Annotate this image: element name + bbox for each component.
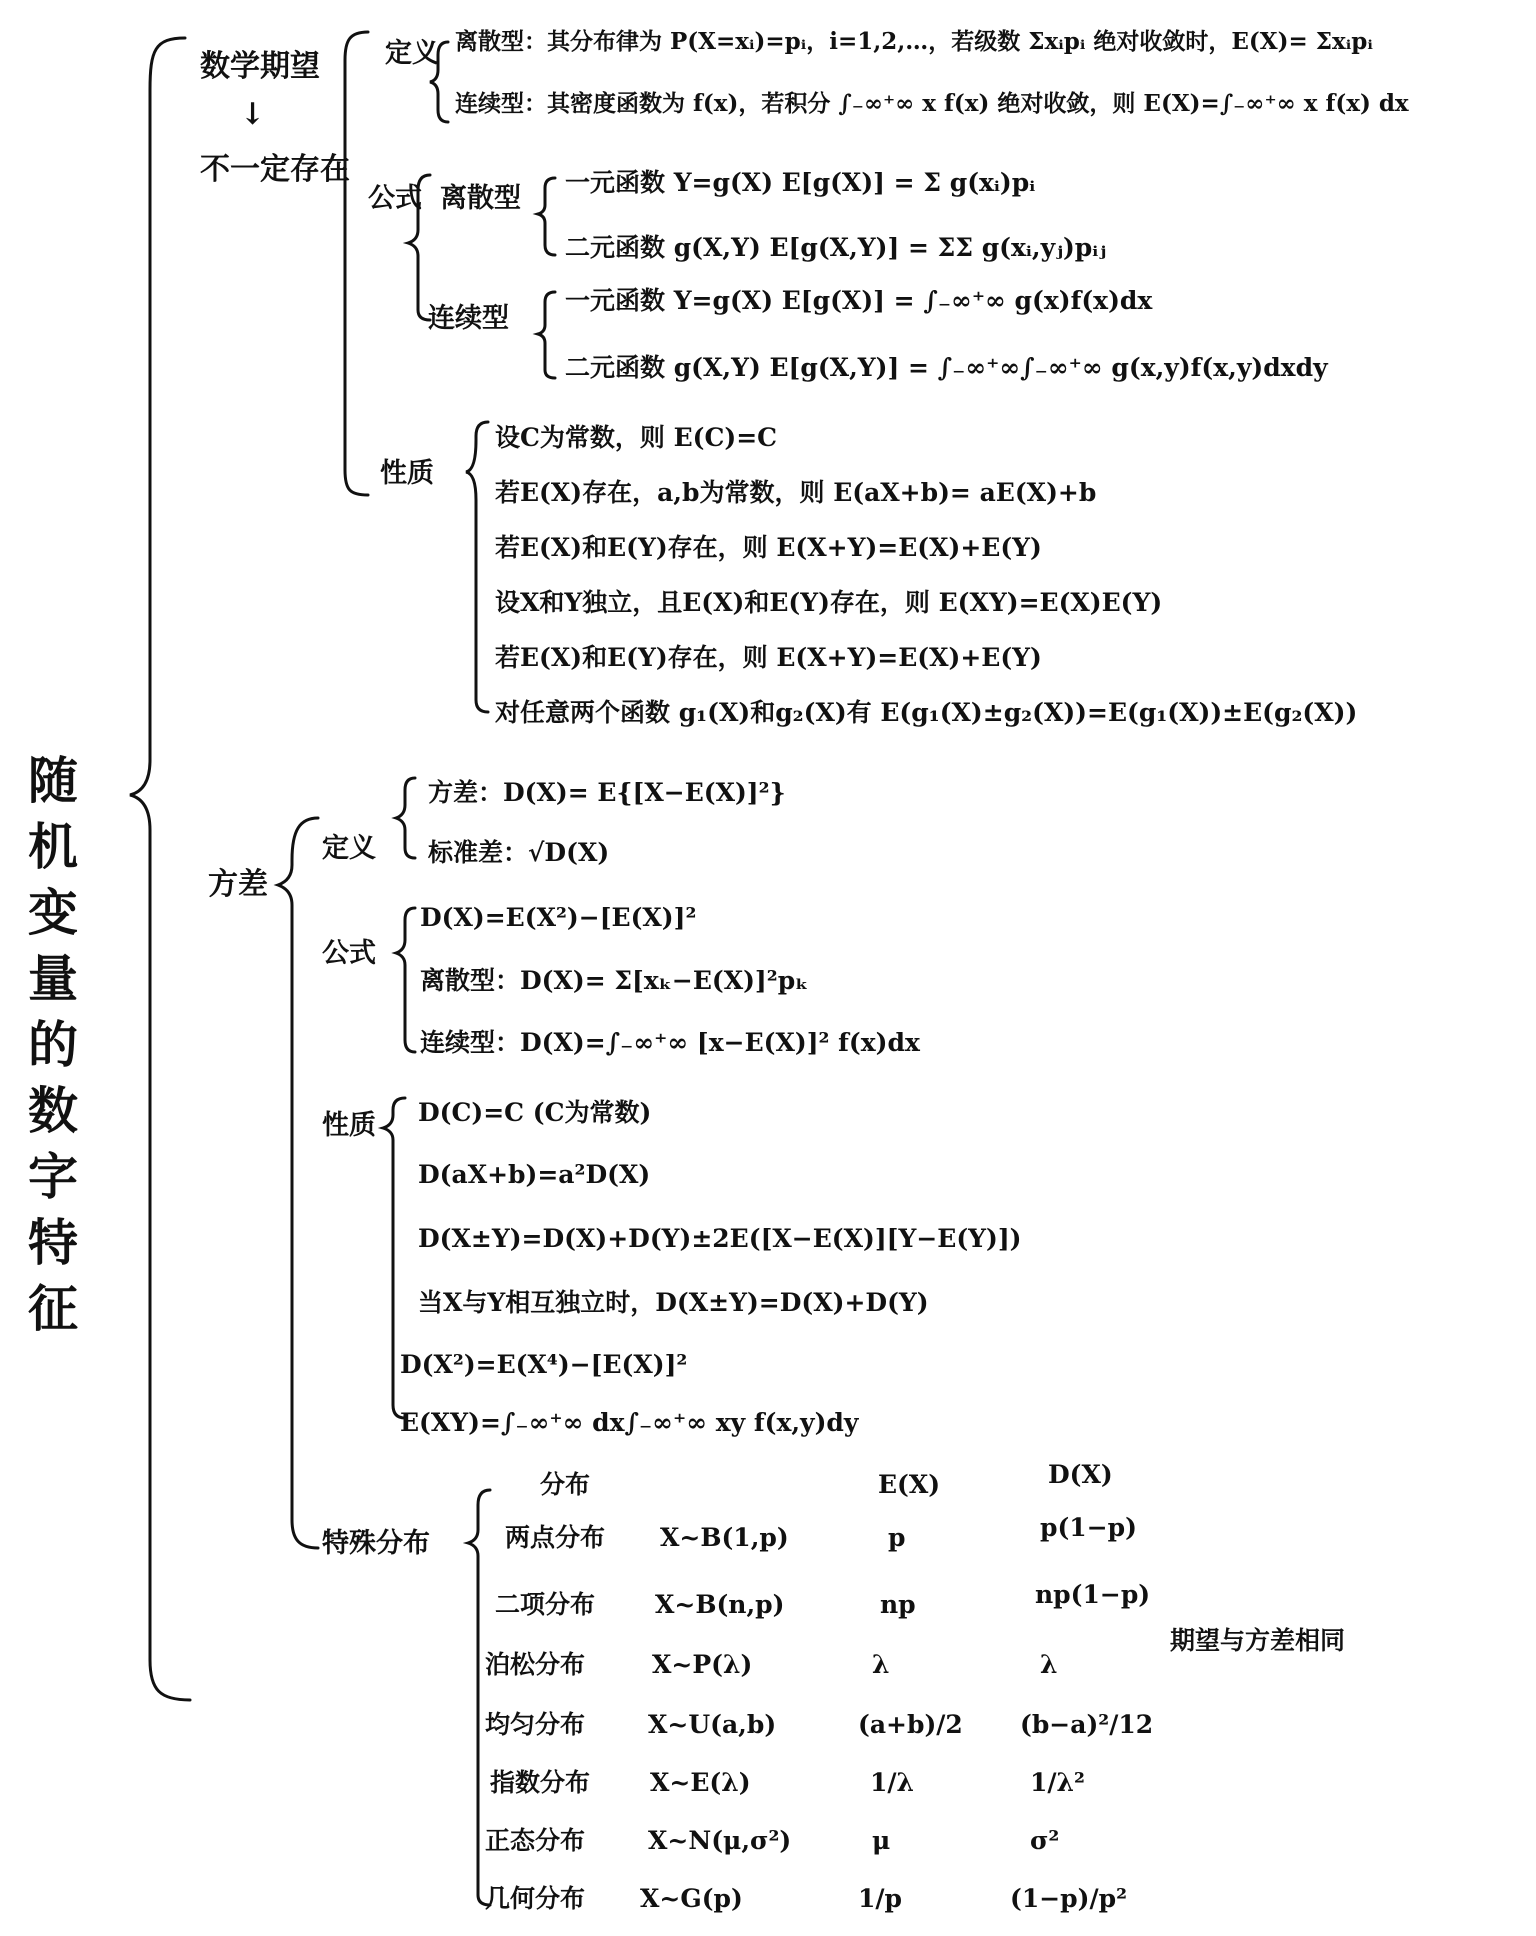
distribution-notation: X~G(p) (640, 1884, 743, 1913)
expectation-property-2: 若E(X)存在，a,b为常数，则 E(aX+b)= aE(X)+b (495, 478, 1097, 507)
distribution-name: 两点分布 (505, 1523, 606, 1552)
distribution-ex: 1/p (858, 1884, 903, 1913)
expectation-formula-continuous-one: 一元函数 Y=g(X) E[g(X)] = ∫₋∞⁺∞ g(x)f(x)dx (565, 286, 1153, 315)
distribution-name: 指数分布 (490, 1768, 591, 1797)
distribution-dx: λ (1040, 1650, 1058, 1679)
variance-formula-label: 公式 (322, 938, 376, 969)
variance-definition-label: 定义 (322, 833, 376, 864)
distribution-name: 均匀分布 (485, 1710, 586, 1739)
variance-definition-variance: 方差：D(X)= E{[X−E(X)]²} (428, 778, 786, 807)
special-distribution-label: 特殊分布 (322, 1528, 430, 1559)
variance-formula-continuous: 连续型：D(X)=∫₋∞⁺∞ [x−E(X)]² f(x)dx (420, 1028, 920, 1057)
distribution-notation: X~B(1,p) (660, 1523, 789, 1552)
variance-property-1: D(C)=C (C为常数) (418, 1098, 652, 1127)
expectation-property-3: 若E(X)和E(Y)存在，则 E(X+Y)=E(X)+E(Y) (495, 533, 1042, 562)
variance-property-3: D(X±Y)=D(X)+D(Y)±2E([X−E(X)][Y−E(Y)]) (418, 1224, 1022, 1253)
distribution-ex: (a+b)/2 (858, 1710, 963, 1739)
distribution-dx: 1/λ² (1030, 1768, 1086, 1797)
distribution-ex: p (888, 1523, 906, 1552)
expectation-definition-continuous: 连续型：其密度函数为 f(x)，若积分 ∫₋∞⁺∞ x f(x) 绝对收敛，则 E(X)=∫₋∞⁺∞ x f(x) dx (455, 90, 1409, 117)
special-header-ex: E(X) (878, 1470, 941, 1499)
special-header-distribution: 分布 (540, 1470, 591, 1499)
expectation-title: 数学期望 (200, 49, 320, 84)
expectation-formula-label: 公式 (368, 183, 422, 214)
expectation-arrow: ↓ (240, 97, 266, 132)
distribution-notation: X~N(μ,σ²) (648, 1826, 792, 1855)
distribution-dx: (1−p)/p² (1010, 1884, 1128, 1913)
variance-property-6: E(XY)=∫₋∞⁺∞ dx∫₋∞⁺∞ xy f(x,y)dy (400, 1408, 859, 1437)
special-header-dx: D(X) (1048, 1460, 1113, 1489)
expectation-formula-discrete-two: 二元函数 g(X,Y) E[g(X,Y)] = ΣΣ g(xᵢ,yⱼ)pᵢⱼ (565, 233, 1107, 262)
distribution-notation: X~P(λ) (652, 1650, 753, 1679)
expectation-properties-label: 性质 (380, 458, 434, 489)
expectation-property-6: 对任意两个函数 g₁(X)和g₂(X)有 E(g₁(X)±g₂(X))=E(g₁(X))±E(g₂(X)) (495, 698, 1358, 727)
root-title: 随机变量的数字特征 (28, 751, 78, 1338)
expectation-formula-discrete-one: 一元函数 Y=g(X) E[g(X)] = Σ g(xᵢ)pᵢ (565, 168, 1036, 197)
expectation-property-5: 若E(X)和E(Y)存在，则 E(X+Y)=E(X)+E(Y) (495, 643, 1042, 672)
expectation-definition-discrete: 离散型：其分布律为 P(X=xᵢ)=pᵢ，i=1,2,…，若级数 Σxᵢpᵢ 绝对收敛时，E(X)= Σxᵢpᵢ (455, 28, 1373, 55)
distribution-name: 几何分布 (485, 1884, 586, 1913)
expectation-property-1: 设C为常数，则 E(C)=C (495, 423, 778, 452)
distribution-dx: p(1−p) (1040, 1513, 1137, 1542)
distribution-dx: (b−a)²/12 (1020, 1710, 1154, 1739)
distribution-ex: 1/λ (870, 1768, 915, 1797)
distribution-dx: np(1−p) (1035, 1580, 1151, 1609)
expectation-formula-discrete-label: 离散型 (440, 183, 521, 214)
expectation-note: 不一定存在 (200, 152, 350, 187)
variance-formula-general: D(X)=E(X²)−[E(X)]² (420, 903, 697, 932)
special-distribution-note: 期望与方差相同 (1170, 1626, 1346, 1655)
distribution-ex: np (880, 1590, 916, 1619)
expectation-formula-continuous-label: 连续型 (428, 303, 509, 334)
expectation-formula-continuous-two: 二元函数 g(X,Y) E[g(X,Y)] = ∫₋∞⁺∞∫₋∞⁺∞ g(x,y)f(x,y)dxdy (565, 353, 1328, 382)
variance-properties-label: 性质 (322, 1110, 376, 1141)
distribution-name: 泊松分布 (485, 1650, 586, 1679)
variance-definition-std: 标准差：√D(X) (428, 838, 610, 867)
variance-property-5: D(X²)=E(X⁴)−[E(X)]² (400, 1350, 688, 1379)
distribution-notation: X~U(a,b) (648, 1710, 777, 1739)
distribution-notation: X~E(λ) (650, 1768, 751, 1797)
variance-title: 方差 (208, 867, 268, 902)
expectation-definition-label: 定义 (385, 38, 439, 69)
variance-property-2: D(aX+b)=a²D(X) (418, 1160, 651, 1189)
distribution-name: 正态分布 (485, 1826, 586, 1855)
distribution-dx: σ² (1030, 1826, 1060, 1855)
variance-property-4: 当X与Y相互独立时，D(X±Y)=D(X)+D(Y) (418, 1288, 929, 1317)
distribution-ex: μ (872, 1826, 891, 1855)
variance-formula-discrete: 离散型：D(X)= Σ[xₖ−E(X)]²pₖ (420, 966, 809, 995)
distribution-ex: λ (872, 1650, 890, 1679)
distribution-name: 二项分布 (495, 1590, 596, 1619)
expectation-property-4: 设X和Y独立，且E(X)和E(Y)存在，则 E(XY)=E(X)E(Y) (495, 588, 1163, 617)
distribution-notation: X~B(n,p) (655, 1590, 785, 1619)
